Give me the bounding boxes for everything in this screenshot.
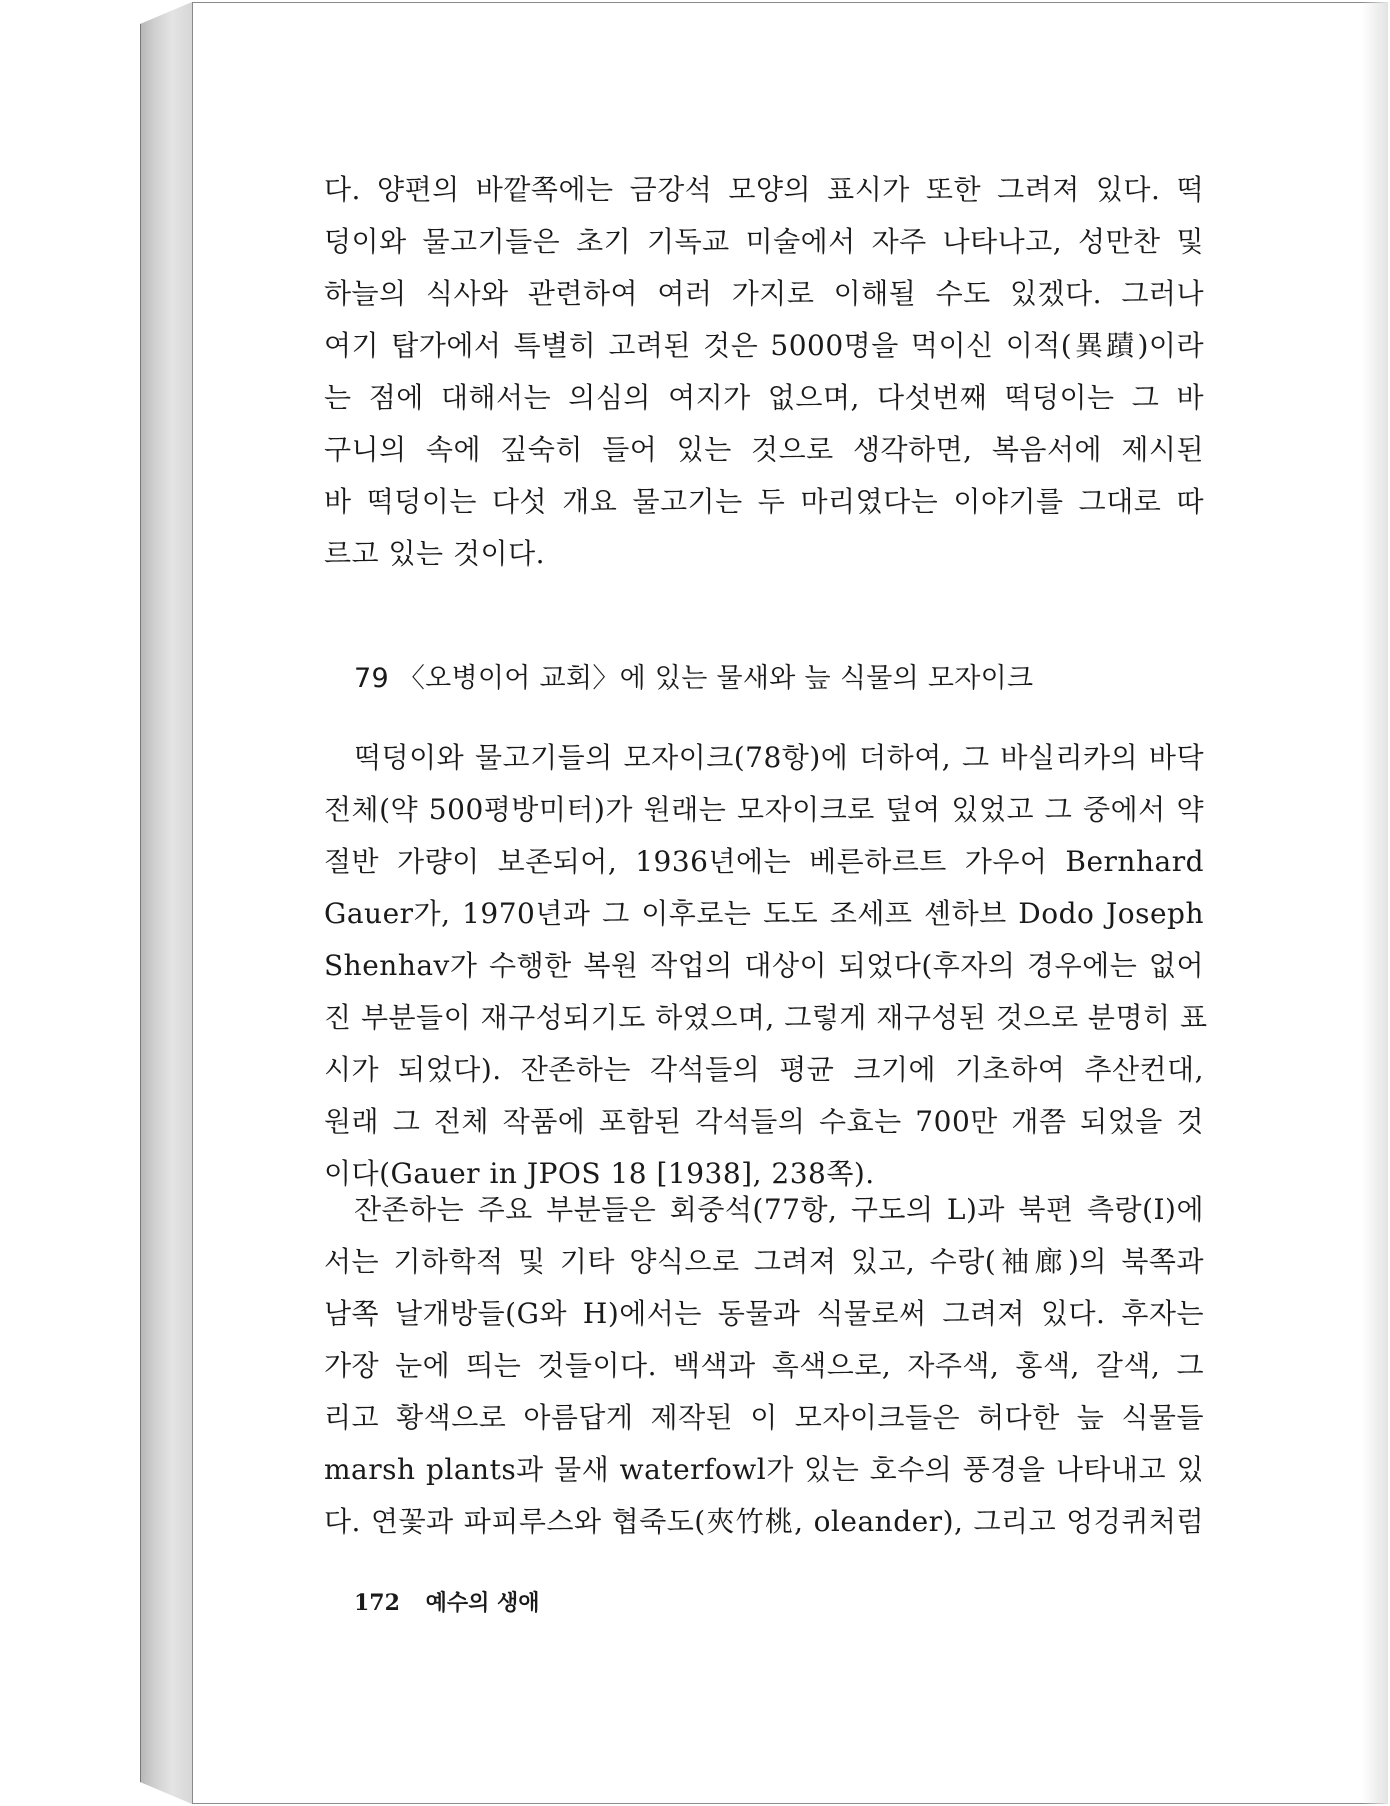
text-line: 다. 연꽃과 파피루스와 협죽도(夾竹桃, oleander), 그리고 엉겅퀴처럼 xyxy=(324,1505,1204,1538)
text-line: 전체(약 500평방미터)가 원래는 모자이크로 덮여 있었고 그 중에서 약 xyxy=(324,793,1204,826)
text-line: 르고 있는 것이다. xyxy=(324,537,546,570)
paragraph-top xyxy=(324,164,1204,580)
book-spine xyxy=(140,2,193,1804)
text-line: 원래 그 전체 작품에 포함된 각석들의 수효는 700만 개쯤 되었을 것 xyxy=(324,1105,1204,1138)
text-line: Gauer가, 1970년과 그 이후로는 도도 조세프 셴하브 Dodo Joseph xyxy=(324,897,1204,930)
text-line: 구니의 속에 깊숙히 들어 있는 것으로 생각하면, 복음서에 제시된 xyxy=(324,433,1204,466)
book-page xyxy=(192,2,1388,1804)
section-heading: 79 〈오병이어 교회〉에 있는 물새와 늪 식물의 모자이크 xyxy=(354,663,1034,694)
text-line: 이다(Gauer in JPOS 18 [1938], 238쪽). xyxy=(324,1157,875,1190)
text-line: 절반 가량이 보존되어, 1936년에는 베른하르트 가우어 Bernhard xyxy=(324,845,1204,878)
text-line: 다. 양편의 바깥쪽에는 금강석 모양의 표시가 또한 그려져 있다. 떡 xyxy=(324,173,1204,206)
text-line: 진 부분들이 재구성되기도 하였으며, 그렇게 재구성된 것으로 분명히 표 xyxy=(324,1001,1208,1034)
text-line: 덩이와 물고기들은 초기 기독교 미술에서 자주 나타나고, 성만찬 및 xyxy=(324,225,1204,258)
text-line: 하늘의 식사와 관련하여 여러 가지로 이해될 수도 있겠다. 그러나 xyxy=(324,277,1204,310)
page-number: 172 xyxy=(354,1590,400,1616)
book xyxy=(140,2,1388,1804)
text-line: 잔존하는 주요 부분들은 회중석(77항, 구도의 L)과 북편 측랑(I)에 xyxy=(354,1193,1204,1226)
text-line: 가장 눈에 띄는 것들이다. 백색과 흑색으로, 자주색, 홍색, 갈색, 그 xyxy=(324,1349,1204,1382)
text-line: 서는 기하학적 및 기타 양식으로 그려져 있고, 수랑(袖廊)의 북쪽과 xyxy=(324,1245,1204,1278)
text-line: 여기 탑가에서 특별히 고려된 것은 5000명을 먹이신 이적(異蹟)이라 xyxy=(324,329,1204,362)
text-line: 남쪽 날개방들(G와 H)에서는 동물과 식물로써 그려져 있다. 후자는 xyxy=(324,1297,1204,1330)
running-title: 예수의 생애 xyxy=(425,1590,540,1616)
page-footer xyxy=(354,1586,540,1617)
paragraph-three xyxy=(324,1184,1204,1548)
text-line: 떡덩이와 물고기들의 모자이크(78항)에 더하여, 그 바실리카의 바닥 xyxy=(354,741,1204,774)
text-line: Shenhav가 수행한 복원 작업의 대상이 되었다(후자의 경우에는 없어 xyxy=(324,949,1204,982)
text-line: 시가 되었다). 잔존하는 각석들의 평균 크기에 기초하여 추산컨대, xyxy=(324,1053,1204,1086)
text-line: 바 떡덩이는 다섯 개요 물고기는 두 마리였다는 이야기를 그대로 따 xyxy=(324,485,1204,518)
text-line: marsh plants과 물새 waterfowl가 있는 호수의 풍경을 나타내고 있 xyxy=(324,1453,1204,1486)
text-line: 리고 황색으로 아름답게 제작된 이 모자이크들은 허다한 늪 식물들 xyxy=(324,1401,1204,1434)
text-line: 는 점에 대해서는 의심의 여지가 없으며, 다섯번째 떡덩이는 그 바 xyxy=(324,381,1204,414)
paragraph-two xyxy=(324,732,1208,1200)
